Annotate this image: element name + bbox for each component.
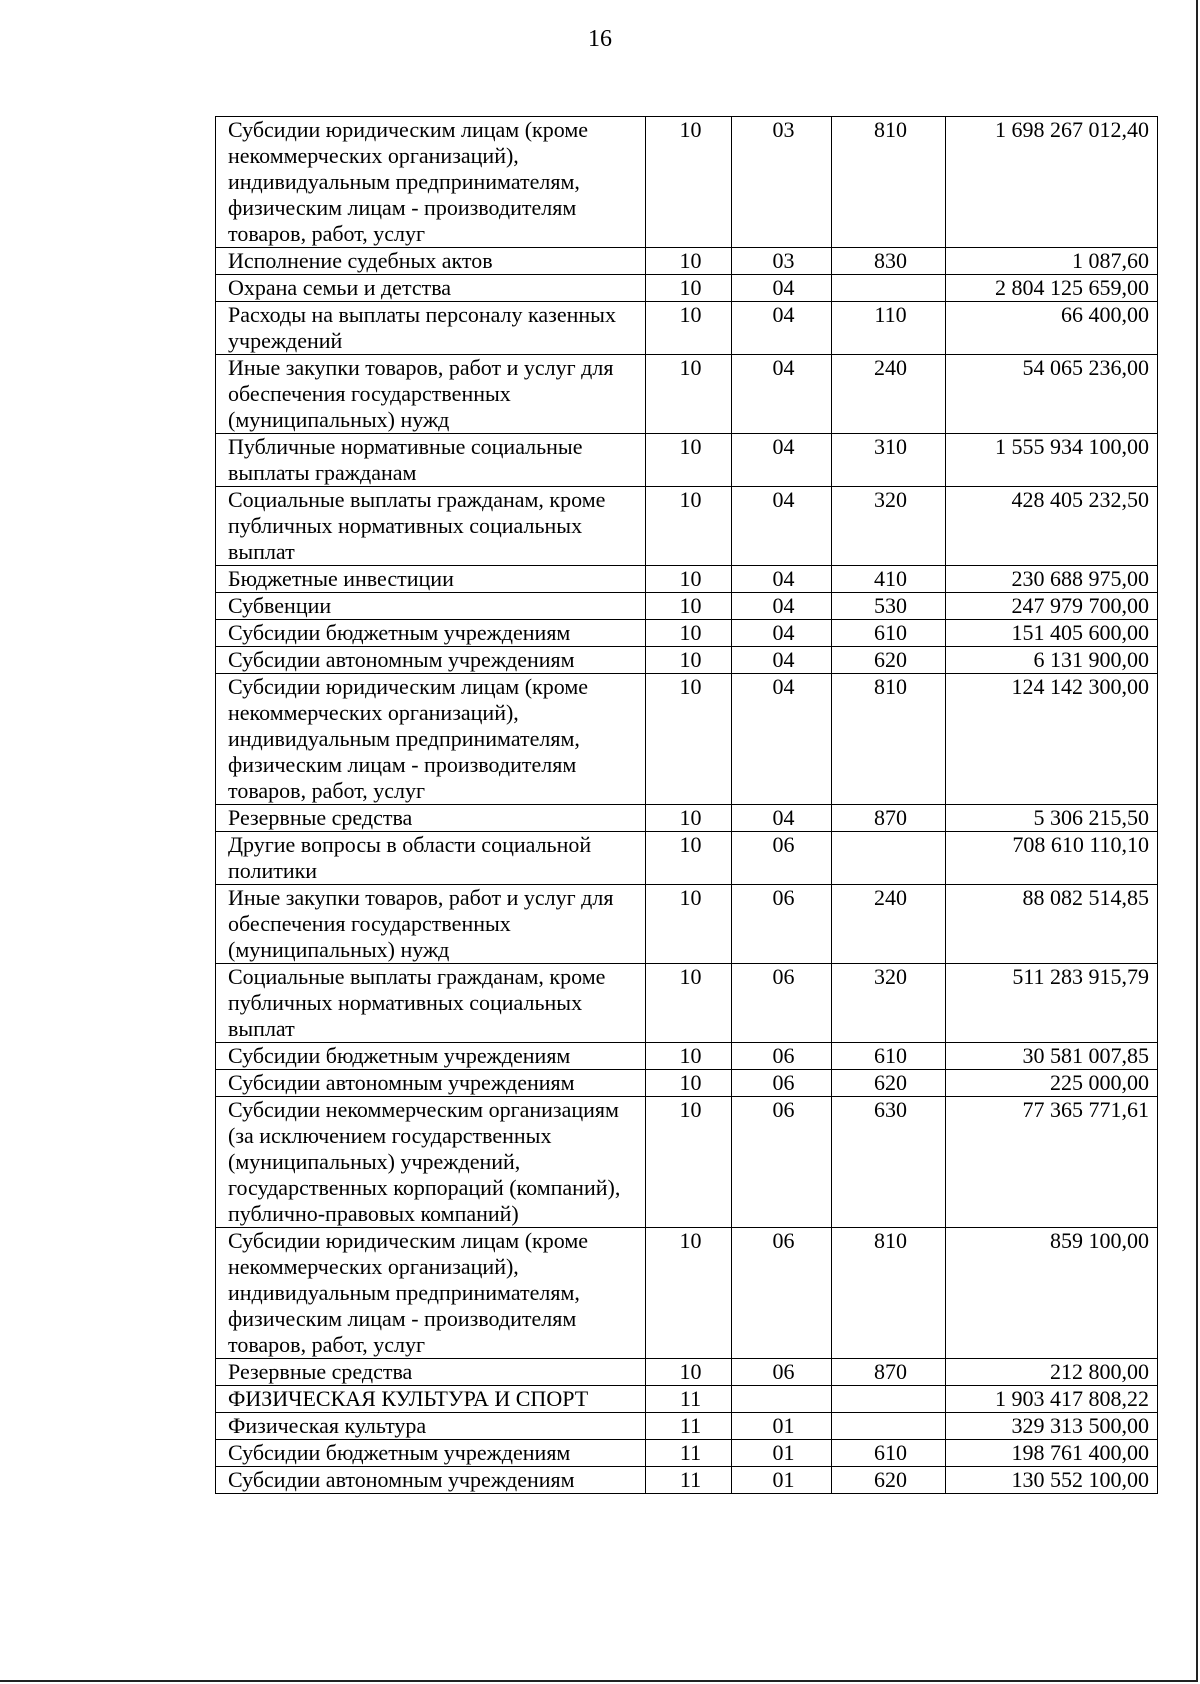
- table-row: [216, 248, 1158, 275]
- section-code-cell: 10: [646, 355, 732, 434]
- subsection-code-cell: 01: [732, 1467, 832, 1494]
- amount-cell: 230 688 975,00: [946, 566, 1158, 593]
- amount-cell: 1 698 267 012,40: [946, 117, 1158, 248]
- expense-name-cell: Другие вопросы в области социальной политики: [216, 832, 646, 885]
- section-code-cell: 10: [646, 302, 732, 355]
- amount-cell: 130 552 100,00: [946, 1467, 1158, 1494]
- amount-cell: 1 087,60: [946, 248, 1158, 275]
- subsection-code-cell: 04: [732, 434, 832, 487]
- expense-type-code-cell: 240: [832, 355, 946, 434]
- table-row: [216, 964, 1158, 1043]
- amount-cell: 511 283 915,79: [946, 964, 1158, 1043]
- expense-name-cell: Охрана семьи и детства: [216, 275, 646, 302]
- expense-type-code-cell: [832, 832, 946, 885]
- subsection-code-cell: 04: [732, 593, 832, 620]
- section-code-cell: 10: [646, 593, 732, 620]
- expense-type-code-cell: 610: [832, 1440, 946, 1467]
- section-code-cell: 10: [646, 832, 732, 885]
- expense-type-code-cell: 870: [832, 1359, 946, 1386]
- subsection-code-cell: 04: [732, 302, 832, 355]
- subsection-code-cell: 06: [732, 1228, 832, 1359]
- section-code-cell: 11: [646, 1386, 732, 1413]
- table-row: [216, 832, 1158, 885]
- section-code-cell: 10: [646, 1228, 732, 1359]
- subsection-code-cell: 01: [732, 1440, 832, 1467]
- amount-cell: 212 800,00: [946, 1359, 1158, 1386]
- subsection-code-cell: 04: [732, 566, 832, 593]
- subsection-code-cell: 06: [732, 832, 832, 885]
- table-row: [216, 1386, 1158, 1413]
- subsection-code-cell: 04: [732, 620, 832, 647]
- section-code-cell: 10: [646, 434, 732, 487]
- expense-type-code-cell: 620: [832, 1070, 946, 1097]
- table-row: [216, 593, 1158, 620]
- page-number: 16: [588, 26, 612, 52]
- amount-cell: 198 761 400,00: [946, 1440, 1158, 1467]
- expense-name-cell: Резервные средства: [216, 1359, 646, 1386]
- amount-cell: 6 131 900,00: [946, 647, 1158, 674]
- expense-name-cell: Бюджетные инвестиции: [216, 566, 646, 593]
- amount-cell: 247 979 700,00: [946, 593, 1158, 620]
- table-row: [216, 674, 1158, 805]
- table-row: [216, 805, 1158, 832]
- expense-type-code-cell: [832, 275, 946, 302]
- expense-name-cell: Субсидии юридическим лицам (кроме некоммерческих организаций), индивидуальным предпринимателям, физическим лицам - производителям товаров, работ, услуг: [216, 117, 646, 248]
- amount-cell: 2 804 125 659,00: [946, 275, 1158, 302]
- expense-name-cell: Иные закупки товаров, работ и услуг для обеспечения государственных (муниципальных) нужд: [216, 355, 646, 434]
- subsection-code-cell: 06: [732, 1359, 832, 1386]
- table-row: [216, 1440, 1158, 1467]
- amount-cell: 30 581 007,85: [946, 1043, 1158, 1070]
- section-code-cell: 10: [646, 1070, 732, 1097]
- expense-type-code-cell: 240: [832, 885, 946, 964]
- subsection-code-cell: 06: [732, 1043, 832, 1070]
- expense-type-code-cell: 810: [832, 674, 946, 805]
- amount-cell: 329 313 500,00: [946, 1413, 1158, 1440]
- expense-name-cell: Социальные выплаты гражданам, кроме публичных нормативных социальных выплат: [216, 964, 646, 1043]
- table-row: [216, 117, 1158, 248]
- amount-cell: 88 082 514,85: [946, 885, 1158, 964]
- expense-name-cell: Субвенции: [216, 593, 646, 620]
- subsection-code-cell: 06: [732, 885, 832, 964]
- subsection-code-cell: 04: [732, 487, 832, 566]
- expense-type-code-cell: 410: [832, 566, 946, 593]
- expense-type-code-cell: [832, 1413, 946, 1440]
- subsection-code-cell: 04: [732, 355, 832, 434]
- subsection-code-cell: 04: [732, 674, 832, 805]
- amount-cell: 428 405 232,50: [946, 487, 1158, 566]
- section-code-cell: 10: [646, 674, 732, 805]
- expense-type-code-cell: 310: [832, 434, 946, 487]
- expense-name-cell: Субсидии юридическим лицам (кроме некоммерческих организаций), индивидуальным предпринимателям, физическим лицам - производителям товаров, работ, услуг: [216, 1228, 646, 1359]
- expense-name-cell: Исполнение судебных актов: [216, 248, 646, 275]
- expense-name-cell: Публичные нормативные социальные выплаты гражданам: [216, 434, 646, 487]
- expense-name-cell: Резервные средства: [216, 805, 646, 832]
- table-row: [216, 487, 1158, 566]
- amount-cell: 77 365 771,61: [946, 1097, 1158, 1228]
- subsection-code-cell: 03: [732, 248, 832, 275]
- expense-type-code-cell: 810: [832, 117, 946, 248]
- table-row: [216, 1043, 1158, 1070]
- table-row: [216, 1097, 1158, 1228]
- section-code-cell: 10: [646, 1097, 732, 1228]
- expense-type-code-cell: 320: [832, 487, 946, 566]
- expense-name-cell: Субсидии автономным учреждениям: [216, 1070, 646, 1097]
- subsection-code-cell: 01: [732, 1413, 832, 1440]
- subsection-code-cell: 04: [732, 647, 832, 674]
- table-row: [216, 302, 1158, 355]
- amount-cell: 124 142 300,00: [946, 674, 1158, 805]
- expense-name-cell: Субсидии бюджетным учреждениям: [216, 1043, 646, 1070]
- subsection-code-cell: 06: [732, 964, 832, 1043]
- table-row: [216, 275, 1158, 302]
- subsection-code-cell: 04: [732, 275, 832, 302]
- section-code-cell: 11: [646, 1467, 732, 1494]
- section-code-cell: 10: [646, 248, 732, 275]
- expense-type-code-cell: [832, 1386, 946, 1413]
- amount-cell: 1 555 934 100,00: [946, 434, 1158, 487]
- amount-cell: 1 903 417 808,22: [946, 1386, 1158, 1413]
- expense-type-code-cell: 630: [832, 1097, 946, 1228]
- section-code-cell: 10: [646, 117, 732, 248]
- table-row: [216, 1413, 1158, 1440]
- section-code-cell: 11: [646, 1413, 732, 1440]
- expense-type-code-cell: 810: [832, 1228, 946, 1359]
- subsection-code-cell: 06: [732, 1097, 832, 1228]
- section-code-cell: 10: [646, 620, 732, 647]
- amount-cell: 54 065 236,00: [946, 355, 1158, 434]
- section-code-cell: 11: [646, 1440, 732, 1467]
- expense-name-cell: Расходы на выплаты персоналу казенных учреждений: [216, 302, 646, 355]
- table-row: [216, 1467, 1158, 1494]
- expense-type-code-cell: 110: [832, 302, 946, 355]
- expense-type-code-cell: 610: [832, 1043, 946, 1070]
- expense-type-code-cell: 620: [832, 1467, 946, 1494]
- amount-cell: 66 400,00: [946, 302, 1158, 355]
- amount-cell: 5 306 215,50: [946, 805, 1158, 832]
- amount-cell: 708 610 110,10: [946, 832, 1158, 885]
- expense-name-cell: Социальные выплаты гражданам, кроме публичных нормативных социальных выплат: [216, 487, 646, 566]
- expense-type-code-cell: 830: [832, 248, 946, 275]
- expense-name-cell: Иные закупки товаров, работ и услуг для обеспечения государственных (муниципальных) нужд: [216, 885, 646, 964]
- table-row: [216, 1359, 1158, 1386]
- table-row: [216, 1070, 1158, 1097]
- table-row: [216, 885, 1158, 964]
- subsection-code-cell: [732, 1386, 832, 1413]
- amount-cell: 151 405 600,00: [946, 620, 1158, 647]
- table-row: [216, 566, 1158, 593]
- expense-type-code-cell: 530: [832, 593, 946, 620]
- amount-cell: 225 000,00: [946, 1070, 1158, 1097]
- section-code-cell: 10: [646, 566, 732, 593]
- table-row: [216, 355, 1158, 434]
- expense-name-cell: Субсидии бюджетным учреждениям: [216, 620, 646, 647]
- expense-type-code-cell: 610: [832, 620, 946, 647]
- table-row: [216, 434, 1158, 487]
- subsection-code-cell: 03: [732, 117, 832, 248]
- expense-name-cell: Субсидии некоммерческим организациям (за исключением государственных (муниципальных) учреждений, государственных корпораций (компаний), публично-правовых компаний): [216, 1097, 646, 1228]
- section-code-cell: 10: [646, 805, 732, 832]
- section-code-cell: 10: [646, 885, 732, 964]
- expense-type-code-cell: 870: [832, 805, 946, 832]
- section-code-cell: 10: [646, 275, 732, 302]
- expense-name-cell: Субсидии автономным учреждениям: [216, 1467, 646, 1494]
- amount-cell: 859 100,00: [946, 1228, 1158, 1359]
- budget-table-body: [216, 117, 1158, 1494]
- expense-name-cell: Субсидии автономным учреждениям: [216, 647, 646, 674]
- section-code-cell: 10: [646, 1043, 732, 1070]
- table-row: [216, 1228, 1158, 1359]
- section-code-cell: 10: [646, 647, 732, 674]
- expense-name-cell: Физическая культура: [216, 1413, 646, 1440]
- subsection-code-cell: 06: [732, 1070, 832, 1097]
- budget-table: [215, 116, 1158, 1494]
- expense-name-cell: Субсидии юридическим лицам (кроме некоммерческих организаций), индивидуальным предпринимателям, физическим лицам - производителям товаров, работ, услуг: [216, 674, 646, 805]
- expense-name-cell: ФИЗИЧЕСКАЯ КУЛЬТУРА И СПОРТ: [216, 1386, 646, 1413]
- expense-name-cell: Субсидии бюджетным учреждениям: [216, 1440, 646, 1467]
- table-row: [216, 647, 1158, 674]
- expense-type-code-cell: 320: [832, 964, 946, 1043]
- section-code-cell: 10: [646, 1359, 732, 1386]
- expense-type-code-cell: 620: [832, 647, 946, 674]
- subsection-code-cell: 04: [732, 805, 832, 832]
- table-row: [216, 620, 1158, 647]
- section-code-cell: 10: [646, 964, 732, 1043]
- section-code-cell: 10: [646, 487, 732, 566]
